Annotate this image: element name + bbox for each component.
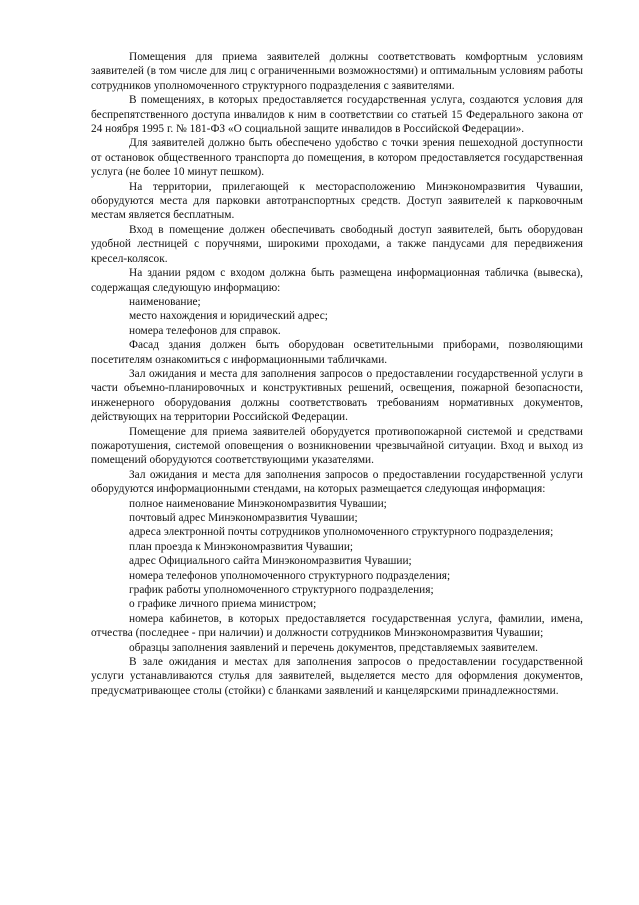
list-item: план проезда к Минэкономразвития Чувашии;	[129, 540, 354, 553]
list-item: номера телефонов уполномоченного структурного подразделения;	[129, 569, 451, 582]
list-item: наименование;	[129, 295, 201, 308]
list-item: место нахождения и юридический адрес;	[129, 310, 328, 323]
list-item: номера телефонов для справок.	[129, 324, 281, 337]
list-item: график работы уполномоченного структурного подразделения;	[129, 584, 434, 597]
list-item: образцы заполнения заявлений и перечень документов, представляемых заявителем.	[129, 641, 538, 654]
list-item: почтовый адрес Минэкономразвития Чувашии;	[129, 512, 358, 524]
paragraph-premises-comfort: Помещения для приема заявителей должны соответствовать комфортным условиям заявителей (в том числе для лиц с ограниченными возможностями) и оптимальным условиям работы сотрудников уполномоченного структурного подразделения с заявителями.	[91, 51, 583, 92]
paragraph-parking: На территории, прилегающей к месторасположению Минэкономразвития Чувашии, оборудуются места для парковки автотранспортных средств. Доступ заявителей к парковочным местам является бесплатным.	[91, 180, 583, 222]
list-item: полное наименование Минэкономразвития Чувашии;	[129, 497, 387, 510]
document-page	[91, 50, 583, 698]
list-item: адреса электронной почты сотрудников уполномоченного структурного подразделения;	[129, 526, 554, 539]
paragraph-waiting-hall: Зал ожидания и места для заполнения запросов о предоставлении государственной услуги в части объемно-планировочных и конструктивных решений, освещения, пожарной безопасности, инженерного оборудования должны соответствовать требованиям нормативных документов, действующих на территории Российской Федерации.	[91, 367, 583, 424]
list-item: адрес Официального сайта Минэкономразвития Чувашии;	[129, 555, 412, 568]
paragraph-waiting-furniture: В зале ожидания и местах для заполнения запросов о предоставлении государственной услуги устанавливаются стулья для заявителей, выделяется место для оформления документов, предусматривающее столы (стойки) с бланками заявлений и канцелярскими принадлежностями.	[91, 656, 583, 697]
list-item: о графике личного приема министром;	[129, 598, 317, 611]
list-item: номера кабинетов, в которых предоставляется государственная услуга, фамилии, имена, отчества (последнее - при наличии) и должности сотрудников Минэкономразвития Чувашии;	[91, 612, 583, 640]
paragraph-info-stands: Зал ожидания и места для заполнения запросов о предоставлении государственной услуги оборудуются информационными стендами, на которых размещается следующая информация:	[91, 468, 583, 496]
paragraph-pedestrian-access: Для заявителей должно быть обеспечено удобство с точки зрения пешеходной доступности от остановок общественного транспорта до помещения, в котором предоставляется государственная услуга (не более 10 минут пешком).	[91, 137, 583, 179]
paragraph-signboard: На здании рядом с входом должна быть размещена информационная табличка (вывеска), содержащая следующую информацию:	[91, 267, 583, 294]
paragraph-disabled-access: В помещениях, в которых предоставляется государственная услуга, создаются условия для беспрепятственного доступа инвалидов к ним в соответствии со статьей 15 Федерального закона от 24 ноября 1995 г. № 181-ФЗ «О социальной защите инвалидов в Российской Федерации».	[91, 94, 583, 136]
paragraph-entrance: Вход в помещение должен обеспечивать свободный доступ заявителей, быть оборудован удобной лестницей с поручнями, широкими проходами, а также пандусами для передвижения кресел-колясок.	[91, 223, 583, 265]
paragraph-facade-lighting: Фасад здания должен быть оборудован осветительными приборами, позволяющими посетителям ознакомиться с информационными табличками.	[91, 339, 583, 366]
paragraph-fire-safety: Помещение для приема заявителей оборудуется противопожарной системой и средствами пожаротушения, системой оповещения о возникновении чрезвычайной ситуации. Вход и выход из помещений оборудуются соответствующими указателями.	[91, 425, 583, 467]
